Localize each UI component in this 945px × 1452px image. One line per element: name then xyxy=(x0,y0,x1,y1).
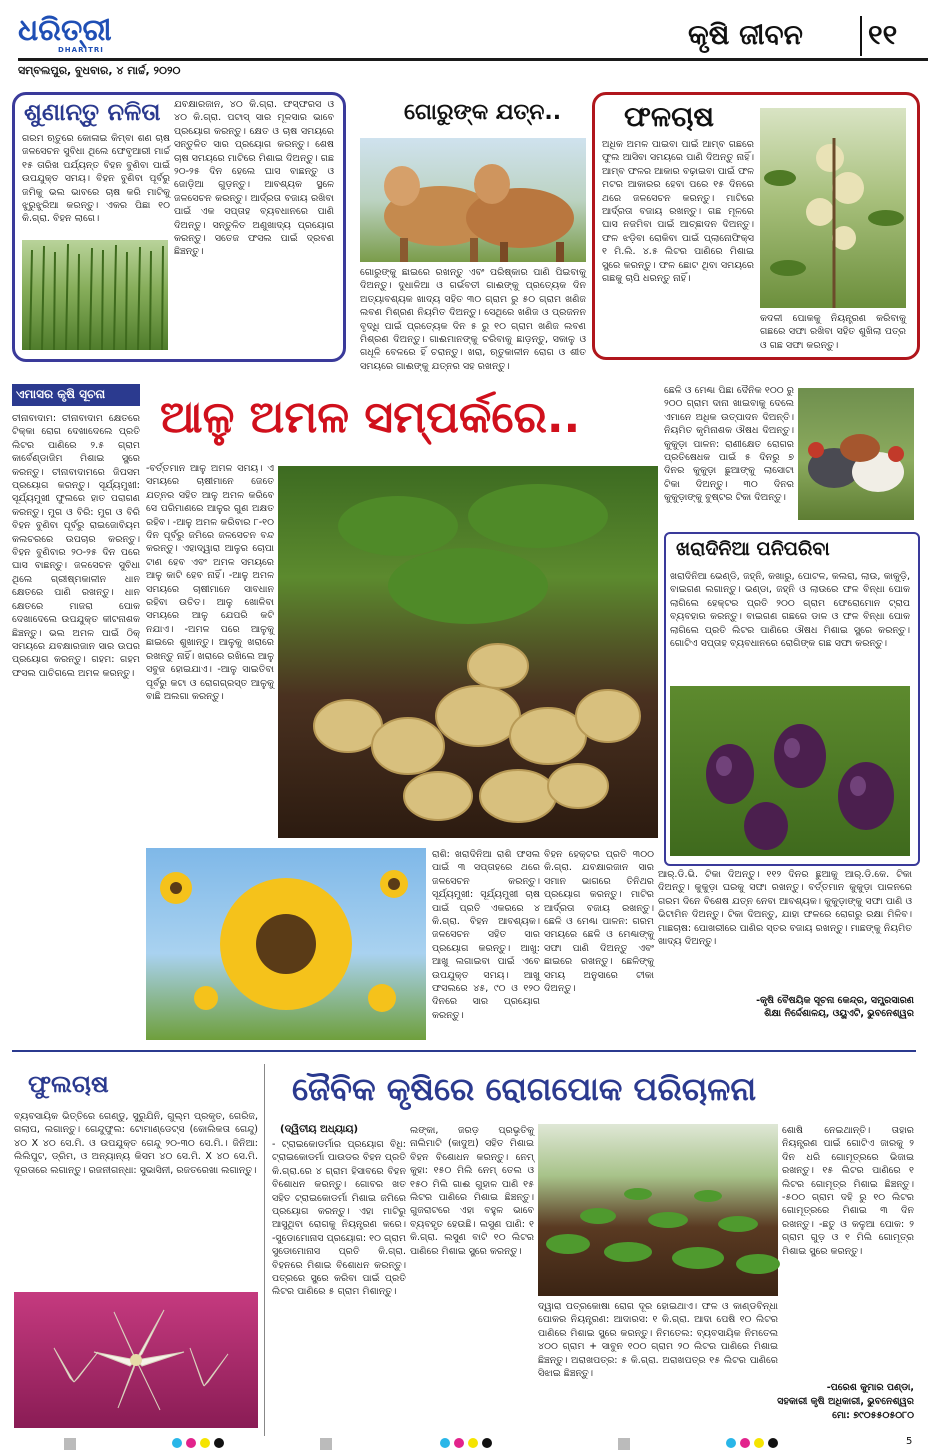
tuberose-illustration xyxy=(14,1292,258,1428)
mango-photo xyxy=(760,108,906,308)
tuberose-photo xyxy=(14,1292,258,1428)
cyan-dot xyxy=(440,1438,450,1448)
hens-illustration xyxy=(798,388,914,520)
mango-blossom-illustration xyxy=(760,108,906,308)
organic-byline-3: ମୋ: ୭୯୦୫୫୦୫୦୮୦ xyxy=(832,1410,914,1421)
magenta-dot xyxy=(454,1438,464,1448)
yellow-dot xyxy=(468,1438,478,1448)
dateline: ସମ୍ବଲପୁର, ବୁଧବାର, ୪ ମାର୍ଚ୍ଚ, ୨୦୨୦ xyxy=(18,64,181,77)
black-dot xyxy=(482,1438,492,1448)
organic-text-4: ଶୋଷି ନେଇଥାନ୍ତି। ତାହାର ନିୟନ୍ତ୍ରଣ ପାଇଁ ଗୋଟିଏ ଜାରକୁ ୨ ଦିନ ଧରି ଗୋମୂତ୍ରରେ ଭିଜାଇ ରଖନ୍ତୁ। ୧୫ ଲିଟର ପାଣିରେ ୧ ଲିଟର ଗୋମୂତ୍ର ମିଶାଇ ଛିଞ୍ଚନ୍ତୁ। -୫୦୦ ଗ୍ରାମ ଦହି ରୁ ୧୦ ଲିଟର ଗୋମୂତ୍ରରେ ମିଶାଇ ୩ ଦିନ ରଖନ୍ତୁ। -ଛତୁ ଓ କଳୁଆ ପୋକ: ୨ ଗ୍ରାମ ଗୁଡ଼ ଓ ୧ ମିଲି ଗୋମୂତ୍ର ମିଶାଇ ସ୍ପ୍ରେ କରନ୍ତୁ। xyxy=(782,1125,914,1257)
print-marks xyxy=(0,1434,945,1452)
yellow-dot xyxy=(200,1438,210,1448)
field-photo xyxy=(538,1124,778,1296)
magenta-dot xyxy=(186,1438,196,1448)
black-dot xyxy=(768,1438,778,1448)
section-divider-line xyxy=(12,1050,916,1052)
fruit-text: ଅଧିକ ଅମଳ ପାଇବା ପାଇଁ ଆମ୍ବ ଗଛରେ ଫୁଲ ଆସିବା ସମୟରେ ପାଣି ଦିଅନ୍ତୁ ନାହିଁ। ଆମ୍ବ ଫଳର ଆକାର ବଢ଼ାଇବା ପାଇଁ ଫଳ ମଟର ଆକାରର ହେବା ପରେ ୧୫ ଦିନରେ ଥରେ ଜଳସେଚନ କରନ୍ତୁ। ମାଟିରେ ଆର୍ଦ୍ରତା ବଜାୟ ରଖନ୍ତୁ। ଗଛ ମୂଳରେ ଘାସ ନଜମିବା ପାଇଁ ଆଚ୍ଛାଦନ ଦିଅନ୍ତୁ। ଫଳ ଝଡ଼ିବା ରୋକିବା ପାଇଁ ପ୍ଲାନୋଫିକ୍ସ ୧ ମି.ଲି. ୪.୫ ଲିଟର ପାଣିରେ ମିଶାଇ ସ୍ପ୍ରେ କରନ୍ତୁ। ଫଳ ଛୋଟ ଥିବା ସମୟରେ ଗଛକୁ ଚାପି ଧରନ୍ତୁ ନାହିଁ। xyxy=(602,139,754,285)
sunhemp-title: ଶୁଣାନ୍ତୁ ନଳିତା xyxy=(24,98,161,126)
flower-text: ବ୍ୟବସାୟିକ ଭିତ୍ତିରେ ଗେଣ୍ଡୁ, ସୁରୁଯିନି, ଗୁଲ୍ମ ପ୍ରକୃତ, ଗେରିଜ, ଗଲାପ, ଲଗାନ୍ତୁ। ଗେନ୍ଦୁଫୁଲ: ଟୋମାଣ୍ଡେଟ୍ସ (କୋଲିକତା ଗେନ୍ଦୁ) ୪୦ X ୪୦ ସେ.ମି. ଓ ଉପଯୁକ୍ତ ଗେନ୍ଦୁ ୨୦-୩୦ ସେ.ମି.। ଜିନିଆ: ଲିଲିପୁଟ, ଡ୍ରିମ, ଓ ଅନ୍ୟାନ୍ୟ କିସମ ୪୦ ସେ.ମି. X ୪୦ ସେ.ମି. ଦୂରତାରେ ଲଗାନ୍ତୁ। ରଜନୀଗନ୍ଧା: ସୁଭାସିନୀ, ରଜତରେଖା ଲଗାନ୍ତୁ। xyxy=(14,1111,258,1176)
cattle-illustration xyxy=(360,138,586,262)
cattle-title: ଗୋରୁଙ୍କ ଯତ୍ନ.. xyxy=(404,100,562,125)
cyan-dot xyxy=(726,1438,736,1448)
section-title: କୃଷି ଜୀବନ xyxy=(688,18,803,51)
cyan-dot xyxy=(172,1438,182,1448)
organic-byline-2: ସହକାରୀ କୃଷି ଅଧିକାରୀ, ଭୁବନେଶ୍ୱର xyxy=(777,1396,914,1407)
organic-text: - ଟ୍ରାଇକୋଡର୍ମାର ପ୍ରୟୋଗ ବିଧି: ଟ୍ରାଇକୋଡର୍ମା ପାଉଡର ବିହନ ପ୍ରତି କି.ଗ୍ରା.ରେ ୪ ଗ୍ରାମ ହିସାବରେ ବିହନ ବିଶୋଧନ କରନ୍ତୁ। ଗୋବର ଖତ ସହିତ ଟ୍ରାଇକୋଡର୍ମା ମିଶାଇ ଜମିରେ ପ୍ରୟୋଗ କରନ୍ତୁ। ଏହା ମାଟିରୁ ଆସୁଥିବା ରୋଗକୁ ନିୟନ୍ତ୍ରଣ କରେ। -ସୁଡୋମୋନାସ ପ୍ରୟୋଗ: ୧୦ ଗ୍ରାମ ସୁଡୋମୋନାସ ପ୍ରତି କି.ଗ୍ରା. ବିହନରେ ମିଶାଇ ବିଶୋଧନ କରନ୍ତୁ। ପତ୍ରରେ ସ୍ପ୍ରେ କରିବା ପାଇଁ ପ୍ରତି ଲିଟର ପାଣିରେ ୫ ଗ୍ରାମ ମିଶାନ୍ତୁ। xyxy=(272,1139,406,1298)
fruit-caption: କଦଳୀ ପୋକକୁ ନିୟନ୍ତ୍ରଣ କରିବାକୁ ଗଛରେ ସଫା ରଖିବା ସହିତ ଶୁଖିଲା ପତ୍ର ଓ ଗଛ ସଫା କରନ୍ତୁ। xyxy=(760,313,906,351)
notice-title: ଏମାସର କୃଷି ସୂଚନା xyxy=(16,387,106,401)
yellow-dot xyxy=(754,1438,764,1448)
field-rows-illustration xyxy=(538,1124,778,1296)
flower-title: ଫୁଲଚାଷ xyxy=(28,1070,109,1098)
sunhemp-plants-illustration xyxy=(22,240,168,350)
potato-text: -ବର୍ତ୍ତମାନ ଆଳୁ ଅମଳ ସମୟ। ଏ ସମୟରେ ଚାଷୀମାନେ ଜେତେ ଯତ୍ନର ସହିତ ଆଳୁ ଅମଳ କରିବେ ସେ ପରିମାଣରେ ଆଳୁର ଗୁଣ ଅକ୍ଷତ ରହିବ। -ଆଳୁ ଅମଳ କରିବାର ୮-୧୦ ଦିନ ପୂର୍ବରୁ ଜମିରେ ଜଳସେଚନ ବନ୍ଦ କରନ୍ତୁ। ଏହାଦ୍ୱାରା ଆଳୁର ଚୋପା ଟାଣ ହେବ ଏବଂ ଅମଳ ସମୟରେ ଆଳୁ କାଟି ହେବ ନାହିଁ। -ଆଳୁ ଅମଳ ସମୟରେ ଚାଷୀମାନେ ସାବଧାନ ରହିବା ଉଚିତ। ଆଳୁ ଖୋଳିବା ସମୟରେ ଆଳୁ ଯେପରି କଟି ନଯାଏ। -ଅମଳ ପରେ ଆଳୁକୁ ଛାଇରେ ଶୁଖାନ୍ତୁ। ଆଳୁକୁ ଖରାରେ ରଖନ୍ତୁ ନାହିଁ। ଖରାରେ ରଖିଲେ ଆଳୁ ସବୁଜ ହୋଇଯାଏ। -ଆଳୁ ସାଇତିବା ପୂର୍ବରୁ କଟା ଓ ରୋଗଗ୍ରସ୍ତ ଆଳୁକୁ ବାଛି ଅଲଗା କରନ୍ତୁ। xyxy=(146,463,274,702)
page-number: ୧୧ xyxy=(868,18,898,51)
potato-headline: ଆଳୁ ଅମଳ ସମ୍ପର୍କରେ.. xyxy=(160,392,581,443)
organic-byline: -ପରେଶ କୁମାର ପଣ୍ଡା, xyxy=(826,1382,914,1393)
masthead xyxy=(0,0,945,84)
sunflower-illustration xyxy=(146,848,426,1040)
flower-column-rule xyxy=(264,1064,265,1436)
organic-text-2: ଲଙ୍କା, ଜରଡ଼ ପ୍ରଭୃତିକୁ ନାଲିମାଟି (କାଦୁଅ) ସହିତ ମିଶାଇ ବିହନ ବିଶୋଧନ କରନ୍ତୁ। ନେମ୍ କୁହା: ୧୫୦ ମିଲି ନେମ୍ ତେଲ ଓ ୧୫୦ ମିଲି ଗାଈ ଗୁହାଳ ପାଣି ୧୫ ଲିଟର ପାଣିରେ ମିଶାଇ ଛିଞ୍ଚନ୍ତୁ। ଗୁଜରାଟରେ ଏହା ବହୁଳ ଭାବେ ବ୍ୟବହୃତ ହେଉଛି। ଲସୁଣ ପାଣି: ୧ କି.ଗ୍ରା. ଲସୁଣ ବାଟି ୧୦ ଲିଟର ପାଣିରେ ମିଶାଇ ସ୍ପ୍ରେ କରନ୍ତୁ। xyxy=(410,1125,534,1257)
potato-illustration xyxy=(278,466,658,838)
sunhemp-photo xyxy=(22,240,168,350)
cattle-text: ଗୋରୁଙ୍କୁ ଛାଇରେ ରଖନ୍ତୁ ଏବଂ ପରିଷ୍କାର ପାଣି ପିଇବାକୁ ଦିଅନ୍ତୁ। ଦୁଧାଳିଆ ଓ ଗର୍ଭବତୀ ଗାଈଙ୍କୁ ପ୍ରତ୍ୟେକ ଦିନ ଅତ୍ୟାବଶ୍ୟକ ଖାଦ୍ୟ ସହିତ ୩୦ ଗ୍ରାମ ରୁ ୫୦ ଗ୍ରାମ ଖଣିଜ ଲବଣ ମିଶ୍ରଣ ନିୟମିତ ଦିଅନ୍ତୁ। ସେଥିରେ ଖଣିଜ ଓ ପ୍ରଜନନ ବୃଦ୍ଧି ପାଇଁ ପ୍ରତ୍ୟେକ ଦିନ ୫ ରୁ ୧୦ ଗ୍ରାମ ଖଣିଜ ଲବଣ ମିଶ୍ରଣ ଦିଅନ୍ତୁ। ଗାଈମାନଙ୍କୁ ଚରିବାକୁ ଛାଡ଼ନ୍ତୁ, ସକାଳୁ ଓ ଗଧୂଳି ବେଳରେ ହିଁ ଚରାନ୍ତୁ। ଖରା, ଋତୁକାଳୀନ ରୋଗ ଓ ଶୀତ ସମୟରେ ଗାଈଙ୍କୁ ଯତ୍ନର ସହ ରଖନ୍ତୁ। xyxy=(360,267,586,372)
footer-page-number: 5 xyxy=(906,1436,913,1447)
organic-headline: ଜୈବିକ କୃଷିରେ ରୋଗପୋକ ପରିଚାଳନା xyxy=(292,1070,757,1108)
sunhemp-text-2: ଯବକ୍ଷାରଜାନ, ୪୦ କି.ଗ୍ରା. ଫସ୍‌ଫରସ ଓ ୪୦ କି.ଗ୍ରା. ପଟାସ୍ ସାର ମୂଳସାର ଭାବେ ପ୍ରୟୋଗ କରନ୍ତୁ। କ୍ଷେତ ଓ ଚାଷ ସମୟରେ ସନ୍ତୁଳିତ ସାର ପ୍ରୟୋଗ କରନ୍ତୁ। ଶେଷ ଚାଷ ସମୟରେ ମାଟିରେ ମିଶାଇ ଦିଅନ୍ତୁ। ଗଛ ୨୦-୨୫ ଦିନ ହେଲେ ଘାସ ବାଛନ୍ତୁ ଓ ଜୋଡ଼ିଆ ଗୁଡ଼ନ୍ତୁ। ଆବଶ୍ୟକ ସ୍ଥଳେ ଜଳସେଚନ କରନ୍ତୁ। ଆର୍ଦ୍ରତା ବଜାୟ ରଖିବା ପାଇଁ ଏକ ସପ୍ତାହ ବ୍ୟବଧାନରେ ପାଣି ଦିଅନ୍ତୁ। ସନ୍ତୁଳିତ ଅଣୁଖାଦ୍ୟ ପ୍ରୟୋଗ କରନ୍ତୁ। ସତେଜ ଫସଲ ପାଇଁ ଦ୍ରବଣ ଛିଞ୍ଚନ୍ତୁ। xyxy=(174,99,334,258)
poultry-photo xyxy=(798,388,914,520)
vegetables-title: ଖରାଦିନିଆ ପନିପରିବା xyxy=(676,538,830,560)
section-divider xyxy=(860,16,862,56)
potato-credit: -କୃଷି ବୈଷୟିକ ସୂଚନା କେନ୍ଦ୍ର, ସମ୍ପ୍ରସାରଣ ଶିକ୍ଷା ନିର୍ଦ୍ଦେଶାଳୟ, ଓୟୁଏଟି, ଭୁବନେଶ୍ୱର xyxy=(756,995,914,1019)
cattle-photo xyxy=(360,138,586,262)
logo-sub: DHARITRI xyxy=(58,46,104,54)
potato-photo xyxy=(278,466,658,838)
potato-text-4: ଆର୍.ଡି.ଭି. ଟିକା ଦିଅନ୍ତୁ। ୧୧୨ ଦିନର ଛୁଆକୁ ଆର୍.ଡି.କେ. ଟିକା ଦିଅନ୍ତୁ। କୁକୁଡ଼ା ଘରକୁ ସଫା ରଖନ୍ତୁ। ବର୍ତ୍ତମାନ କୁକୁଡ଼ା ପାଳନରେ ଗରମ ଦିନେ ବିଶେଷ ଯତ୍ନ ନେବା ଆବଶ୍ୟକ। କୁକୁଡ଼ାଙ୍କୁ ସଫା ପାଣି ଓ ଭିଟାମିନ ଦିଅନ୍ତୁ। ଟିକା ଦିଅନ୍ତୁ, ଯାହା ଫଳରେ ରୋଗରୁ ରକ୍ଷା ମିଳିବ। ମାଛଚାଷ: ପୋଖରୀରେ ପାଣିର ସ୍ତର ବଜାୟ ରଖନ୍ତୁ। ମାଛଙ୍କୁ ନିୟମିତ ଖାଦ୍ୟ ଦିଅନ୍ତୁ। xyxy=(658,869,912,948)
fruit-title: ଫଳଚାଷ xyxy=(624,100,715,133)
logo-text: ଧରିତ୍ରୀ xyxy=(18,13,112,48)
registration-bar xyxy=(320,1438,332,1450)
notice-text: ଚୀନାବାଦାମ: ଚୀନାବାଦାମ କ୍ଷେତରେ ଟିକ୍କା ରୋଗ ଦେଖାଦେଲେ ପ୍ରତି ଲିଟର ପାଣିରେ ୨.୫ ଗ୍ରାମ କାର୍ବେଣ୍ଡାଜିମ ମିଶାଇ ସ୍ପ୍ରେ କରନ୍ତୁ। ଚୀନାବାଦାମରେ ଜିପସମ ପ୍ରୟୋଗ କରନ୍ତୁ। ସୂର୍ଯ୍ୟମୁଖୀ: ସୂର୍ଯ୍ୟମୁଖୀ ଫୁଲରେ ହାତ ପରାଗଣ କରନ୍ତୁ। ମୁଗ ଓ ବିରି: ମୁଗ ଓ ବିରି ବିହନ ବୁଣିବା ପୂର୍ବରୁ ରାଇଜୋବିୟମ କଲଚରରେ ଉପଚାର କରନ୍ତୁ। ବିହନ ବୁଣିବାର ୨୦-୨୫ ଦିନ ପରେ ଘାସ ବାଛନ୍ତୁ। ଜଳସେଚନ ସୁବିଧା ଥିଲେ ଗ୍ରୀଷ୍ମକାଳୀନ ଧାନ କ୍ଷେତରେ ପାଣି ରଖନ୍ତୁ। ଧାନ କ୍ଷେତରେ ମାଜରା ପୋକ ଦେଖାଦେଲେ ଉପଯୁକ୍ତ କୀଟନାଶକ ଛିଞ୍ଚନ୍ତୁ। ଭଲ ଅମଳ ପାଇଁ ଠିକ୍ ସମୟରେ ଯବକ୍ଷାରଜାନ ସାର ଉପର ପ୍ରୟୋଗ କରନ୍ତୁ। ଗହମ: ଗହମ ଫସଲ ପାଚିଗଲେ ଅମଳ କରନ୍ତୁ। xyxy=(12,413,140,679)
magenta-dot xyxy=(740,1438,750,1448)
poultry-text: ଛେଳି ଓ ମେଣ୍ଢା ପିଛା ଦୈନିକ ୧୦୦ ରୁ ୨୦୦ ଗ୍ରାମ ଦାନା ଖାଇବାକୁ ଦେଲେ ଏମାନେ ଅଧିକ ଉତ୍ପାଦନ ଦିଅନ୍ତି। ନିୟମିତ କୃମିନାଶକ ଔଷଧ ଦିଅନ୍ତୁ। କୁକୁଡ଼ା ପାଳନ: ରାଣୀକ୍ଷେତ ରୋଗର ପ୍ରତିଷେଧକ ପାଇଁ ୫ ଦିନରୁ ୭ ଦିନର କୁକୁଡ଼ା ଛୁଆଙ୍କୁ ଲାସୋଟା ଟିକା ଦିଅନ୍ତୁ। ୩୦ ଦିନର କୁକୁଡ଼ାଙ୍କୁ ବୁଷ୍ଟର ଟିକା ଦିଅନ୍ତୁ। xyxy=(664,385,794,504)
registration-bar xyxy=(64,1438,76,1450)
sunhemp-text: ଗରମ ଋତୁରେ କୋଳାଇ କିମ୍ବା ଶଣ ଚାଷ ଜଳସେଚନ ସୁବିଧା ଥିଲେ ଫେବୃଆରୀ ମାର୍ଚ୍ଚ ୧୫ ତାରିଖ ପର୍ଯ୍ୟନ୍ତ ବିହନ ବୁଣିବା ପାଇଁ ଉପଯୁକ୍ତ ସମୟ। ବିହନ ବୁଣିବା ପୂର୍ବରୁ ଜମିକୁ ଭଲ ଭାବରେ ଚାଷ କରି ମାଟିକୁ ଝୁରୁଝୁରିଆ କରନ୍ତୁ। ଏକର ପିଛା ୧୦ କି.ଗ୍ରା. ବିହନ ଲାଗେ। xyxy=(22,133,170,225)
brinjal-photo xyxy=(670,686,910,856)
organic-text-3: ଦ୍ୱାରା ପତ୍ରକୋଷା ରୋଗ ଦୂର ହୋଇଥାଏ। ଫଳ ଓ କାଣ୍ଡବିନ୍ଧା ପୋକର ନିୟନ୍ତ୍ରଣ: ଆଦାରସ: ୧ କି.ଗ୍ରା. ଆଦା ପେଷି ୧୦ ଲିଟର ପାଣିରେ ମିଶାଇ ସ୍ପ୍ରେ କରନ୍ତୁ। ନିମତେଲ: ବ୍ୟବସାୟିକ ନିମତେଲ ୪୦୦ ଗ୍ରାମ + ସାବୁନ ୧୦୦ ଗ୍ରାମ ୨୦ ଲିଟର ପାଣିରେ ମିଶାଇ ଛିଞ୍ଚନ୍ତୁ। ଅରାଖପତ୍ର: ୫ କି.ଗ୍ରା. ଅରାଖପତ୍ର ୧୫ ଲିଟର ପାଣିରେ ସିଝାଇ ଛିଞ୍ଚନ୍ତୁ। xyxy=(538,1301,778,1380)
brinjal-illustration xyxy=(670,686,910,856)
sunflower-photo xyxy=(146,848,426,1040)
potato-text-2: ରାଶି: ଖରାଦିନିଆ ରାଶି ଫସଲ ପାଇଁ ୩ ସପ୍ତାହରେ ଥରେ ଜଳସେଚନ କରନ୍ତୁ। ସୂର୍ଯ୍ୟମୁଖୀ: ସୂର୍ଯ୍ୟମୁଖୀ ଚାଷ ପାଇଁ ପ୍ରତି ଏକରରେ ୪ କି.ଗ୍ରା. ବିହନ ଆବଶ୍ୟକ। ଜଳସେଚନ ସହିତ ସାର ପ୍ରୟୋଗ କରନ୍ତୁ। ଆଖୁ: ଆଖୁ ଲଗାଇବା ପାଇଁ ଏବେ ଉପଯୁକ୍ତ ସମୟ। ଆଖୁ ଫସଲରେ ୪୫, ୯୦ ଓ ୧୨୦ ଦିନରେ ସାର ପ୍ରୟୋଗ କରନ୍ତୁ। xyxy=(432,849,540,1021)
logo xyxy=(18,14,168,54)
masthead-rule xyxy=(18,58,928,61)
registration-bar xyxy=(618,1438,630,1450)
black-dot xyxy=(214,1438,224,1448)
vegetables-text: ଖରାଦିନିଆ ଭେଣ୍ଡି, ଜହ୍ନି, କଖାରୁ, ପୋଟଳ, କଲରା, ଲାଉ, କାକୁଡ଼ି, ବାଇଗଣ ଲଗାନ୍ତୁ। ଭଣ୍ଡା, ଜହ୍ନି ଓ ଲାଉରେ ଫଳ ବିନ୍ଧା ପୋକ ଲାଗିଲେ ହେକ୍ଟର ପ୍ରତି ୨୦୦ ଗ୍ରାମ ଫେରୋମୋନ ଟ୍ରାପ ବ୍ୟବହାର କରନ୍ତୁ। ବାଇଗଣ ଗଛରେ ଡାଳ ଓ ଫଳ ବିନ୍ଧା ପୋକ ଲାଗିଲେ ପ୍ରତି ଲିଟର ପାଣିରେ ଔଷଧ ମିଶାଇ ସ୍ପ୍ରେ କରନ୍ତୁ। ଗୋଟିଏ ସପ୍ତାହ ବ୍ୟବଧାନରେ ରୋଗିଙ୍କ ଗଛ ସଫା କରନ୍ତୁ। xyxy=(670,571,910,650)
organic-subhead: (ଦ୍ୱିତୀୟ ଅଧ୍ୟାୟ) xyxy=(280,1124,359,1135)
potato-text-3: ବିହନ ହେକ୍ଟର ପ୍ରତି ୩୦୦ କି.ଗ୍ରା. ଯବକ୍ଷାରଜାନ ସାର ସମାନ ଭାଗରେ ତିନିଥର ପ୍ରୟୋଗ କରନ୍ତୁ। ମାଟିର ଆର୍ଦ୍ରତା ବଜାୟ ରଖନ୍ତୁ। ଛେଳି ଓ ମେଣ୍ଢା ପାଳନ: ଗରମ ସମୟରେ ଛେଳି ଓ ମେଣ୍ଢାଙ୍କୁ ସଫା ପାଣି ଦିଅନ୍ତୁ ଏବଂ ଛାଇରେ ରଖନ୍ତୁ। ଛେଳିଙ୍କୁ ସମୟ ଅନୁସାରେ ଟୀକା ଦିଅନ୍ତୁ। xyxy=(544,849,654,995)
